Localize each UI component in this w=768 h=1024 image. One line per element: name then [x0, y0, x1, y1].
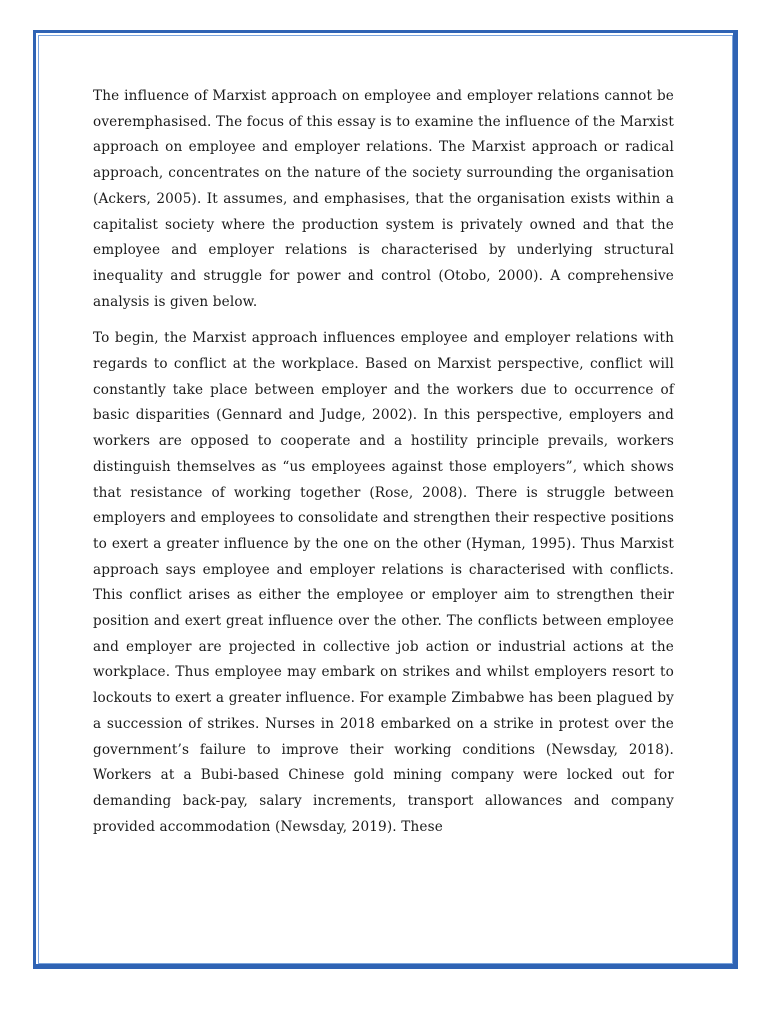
paragraph-conflict: To begin, the Marxist approach influences employee and employer relations with regards to conflict at the workplace. Based on Marxist perspective, conflict will constantly take place between employer and the workers due to occurrence of basic disparities (Gennard and Judge, 2002). In this perspective, employers and workers are opposed to cooperate and a hostility principle prevails, workers distinguish themselves as “us employees against those employers”, which shows that resistance of working together (Rose, 2008). There is struggle between employers and employees to consolidate and strengthen their respective positions to exert a greater influence by the one on the other (Hyman, 1995). Thus Marxist approach says employee and employer relations is characterised with conflicts. This conflict arises as either the employee or employer aim to strengthen their position and exert great influence over the other. The conflicts between employee and employer are projected in collective job action or industrial actions at the workplace. Thus employee may embark on strikes and whilst employers resort to lockouts to exert a greater influence. For example Zimbabwe has been plagued by a succession of strikes. Nurses in 2018 embarked on a strike in protest over the government’s failure to improve their working conditions (Newsday, 2018). Workers at a Bubi-based Chinese gold mining company were locked out for demanding back-pay, salary increments, transport allowances and company provided accommodation (Newsday, 2019). These: [93, 330, 674, 835]
paragraph-intro: The influence of Marxist approach on employee and employer relations cannot be overemphasised. The focus of this essay is to examine the influence of the Marxist approach on employee and employer relations. The Marxist approach or radical approach, concentrates on the nature of the society surrounding the organisation (Ackers, 2005). It assumes, and emphasises, that the organisation exists within a capitalist society where the production system is privately owned and that the employee and employer relations is characterised by underlying structural inequality and struggle for power and control (Otobo, 2000). A comprehensive analysis is given below.: [93, 88, 674, 310]
document-body: [93, 84, 674, 851]
